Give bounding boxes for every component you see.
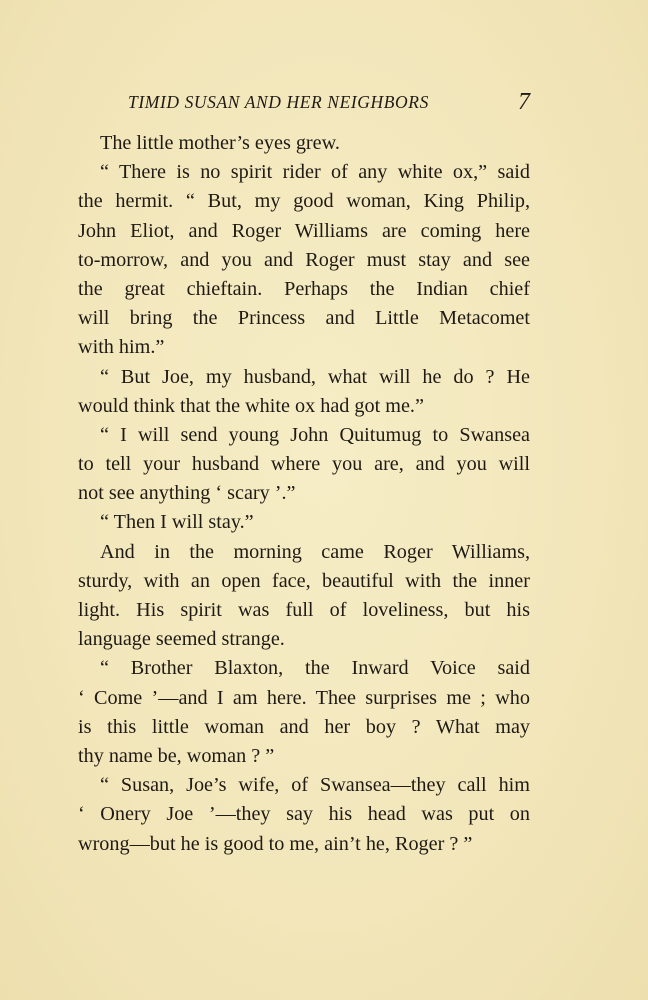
- text-line: with him.”: [78, 336, 165, 359]
- text-line: to-morrow, and you and Roger must stay and see: [78, 248, 530, 271]
- text-line: “ Susan, Joe’s wife, of Swansea—they call him: [100, 774, 530, 797]
- text-line: will bring the Princess and Little Metacomet: [78, 307, 530, 330]
- text-line: light. His spirit was full of loveliness, but his: [78, 599, 530, 621]
- text-line: the hermit. “ But, my good woman, King Philip,: [78, 190, 530, 213]
- text-line: not see anything ‘ scary ’.”: [78, 482, 296, 505]
- text-line: The little mother’s eyes grew.: [100, 132, 340, 154]
- text-line: “ There is no spirit rider of any white ox,” said: [100, 161, 530, 184]
- text-line: “ I will send young John Quitumug to Swansea: [100, 423, 530, 446]
- text-line: wrong—but he is good to me, ain’t he, Roger ? ”: [78, 832, 473, 855]
- text-line: “ Brother Blaxton, the Inward Voice said: [100, 657, 530, 680]
- text-line: to tell your husband where you are, and you will: [78, 453, 530, 476]
- text-line: ‘ Onery Joe ’—they say his head was put on: [78, 803, 530, 826]
- text-line: language seemed strange.: [78, 628, 285, 651]
- running-title: TIMID SUSAN AND HER NEIGHBORS: [128, 92, 429, 112]
- text-line: And in the morning came Roger Williams,: [100, 540, 530, 563]
- text-line: is this little woman and her boy ? What may: [78, 715, 530, 738]
- text-line: “ But Joe, my husband, what will he do ? He: [100, 365, 530, 388]
- body-text: [78, 129, 530, 859]
- running-head: [78, 89, 530, 118]
- text-line: John Eliot, and Roger Williams are coming here: [78, 219, 530, 242]
- text-line: would think that the white ox had got me.”: [78, 394, 424, 417]
- text-line: thy name be, woman ? ”: [78, 744, 275, 767]
- page-number: 7: [518, 89, 530, 115]
- text-line: sturdy, with an open face, beautiful with the inner: [78, 569, 530, 592]
- text-line: “ Then I will stay.”: [100, 511, 254, 534]
- text-line: the great chieftain. Perhaps the Indian chief: [78, 277, 530, 300]
- text-line: ‘ Come ’—and I am here. Thee surprises me ; who: [78, 686, 530, 709]
